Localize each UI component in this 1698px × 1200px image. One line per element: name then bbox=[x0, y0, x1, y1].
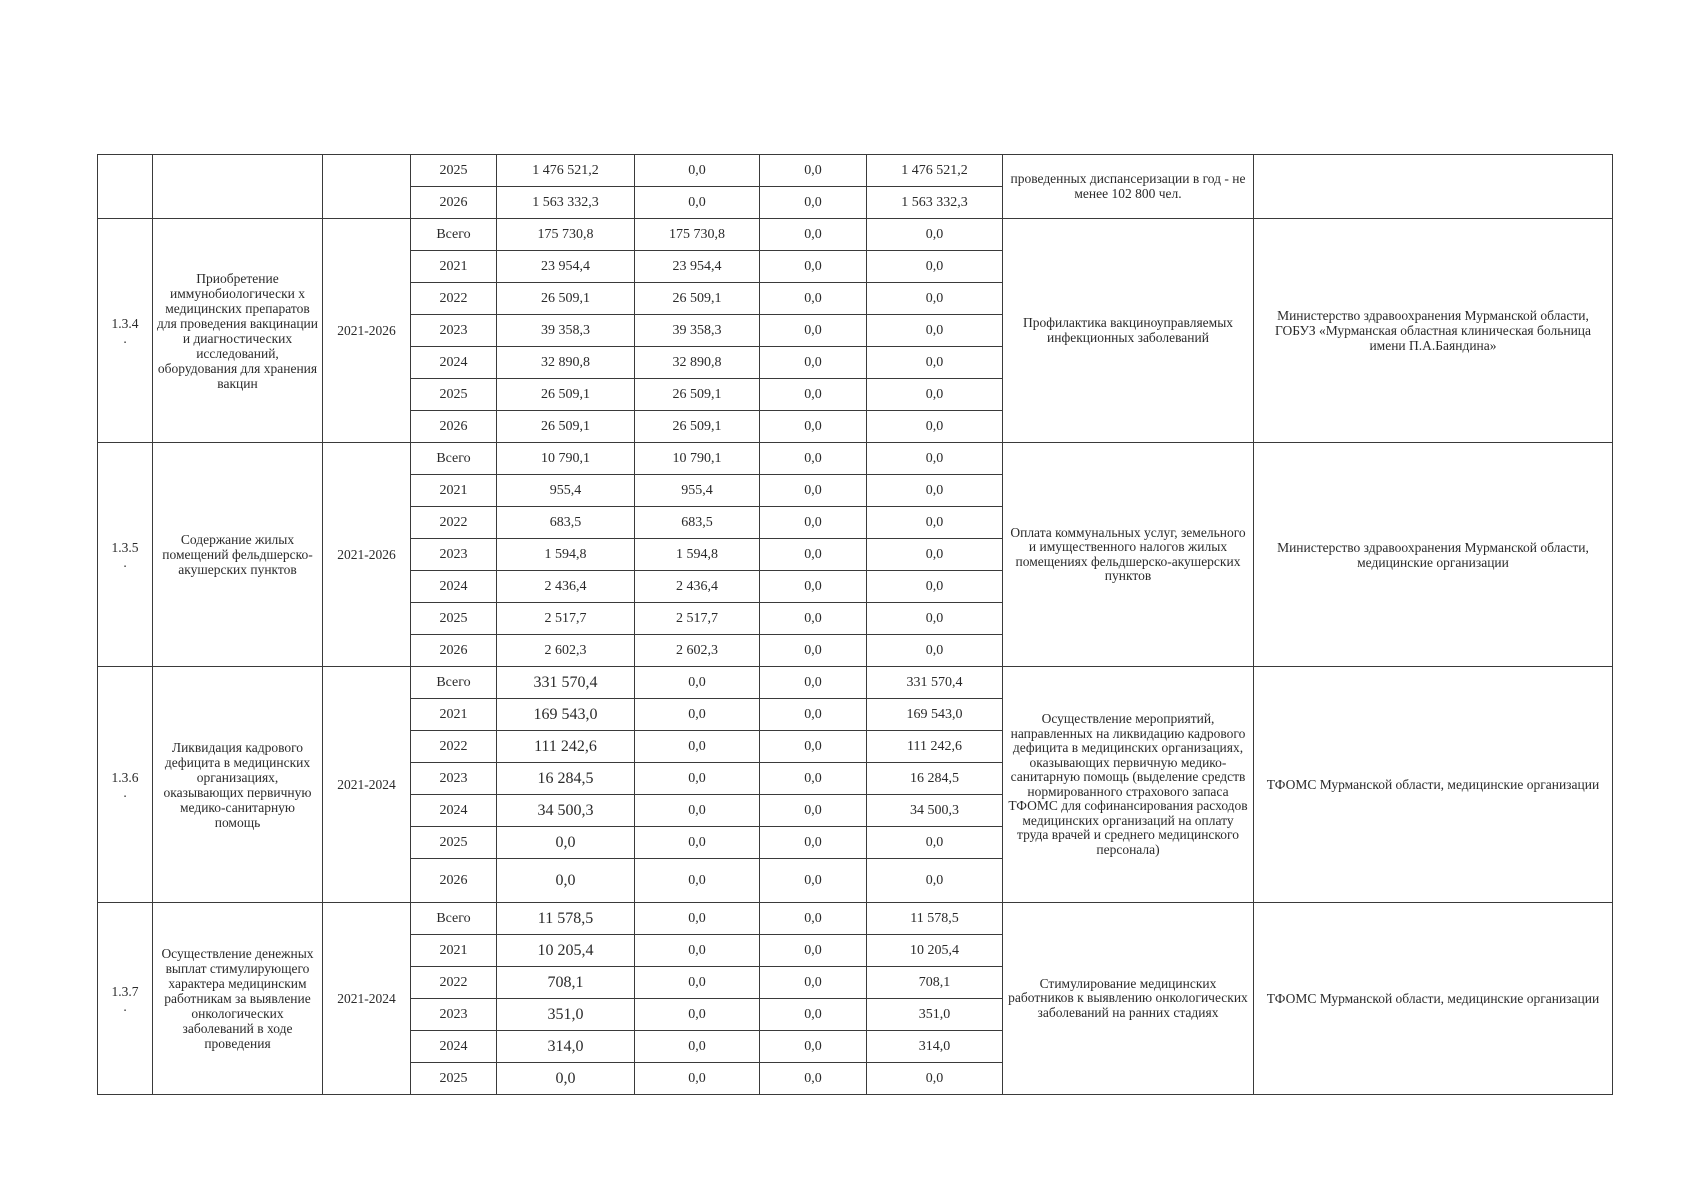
activity-name-cell: Ликвидация кадрового дефицита в медицинских организациях, оказывающих первичную медико-санитарную помощь bbox=[153, 667, 323, 903]
federal-budget-cell: 23 954,4 bbox=[635, 251, 760, 283]
total-cell: 1 476 521,2 bbox=[497, 155, 635, 187]
result-cell: Стимулирование медицинских работников к выявлению онкологических заболеваний на ранних стадиях bbox=[1003, 903, 1254, 1095]
total-cell: 0,0 bbox=[497, 1063, 635, 1095]
year-cell: 2021 bbox=[411, 935, 497, 967]
number-cell bbox=[98, 667, 153, 903]
total-cell: 23 954,4 bbox=[497, 251, 635, 283]
executor-cell: ТФОМС Мурманской области, медицинские организации bbox=[1254, 667, 1613, 903]
period-cell: 2021-2024 bbox=[323, 903, 411, 1095]
year-cell: 2022 bbox=[411, 283, 497, 315]
other-sources-cell: 0,0 bbox=[867, 827, 1003, 859]
year-cell: 2025 bbox=[411, 1063, 497, 1095]
year-cell: 2022 bbox=[411, 967, 497, 999]
federal-budget-cell: 0,0 bbox=[635, 731, 760, 763]
year-cell: 2026 bbox=[411, 187, 497, 219]
total-cell: 683,5 bbox=[497, 507, 635, 539]
activity-name-cell: Осуществление денежных выплат стимулирующего характера медицинским работникам за выявление онкологических заболеваний в ходе проведения bbox=[153, 903, 323, 1095]
regional-budget-cell: 0,0 bbox=[760, 699, 867, 731]
regional-budget-cell: 0,0 bbox=[760, 315, 867, 347]
period-cell bbox=[323, 155, 411, 219]
regional-budget-cell: 0,0 bbox=[760, 443, 867, 475]
regional-budget-cell: 0,0 bbox=[760, 667, 867, 699]
year-cell: Всего bbox=[411, 667, 497, 699]
activity-name-cell bbox=[153, 155, 323, 219]
total-cell: 111 242,6 bbox=[497, 731, 635, 763]
result-cell: проведенных диспансеризации в год - не менее 102 800 чел. bbox=[1003, 155, 1254, 219]
federal-budget-cell: 0,0 bbox=[635, 699, 760, 731]
regional-budget-cell: 0,0 bbox=[760, 475, 867, 507]
item-number-suffix: . bbox=[123, 784, 127, 800]
federal-budget-cell: 0,0 bbox=[635, 763, 760, 795]
total-cell: 2 517,7 bbox=[497, 603, 635, 635]
federal-budget-cell: 955,4 bbox=[635, 475, 760, 507]
total-cell: 26 509,1 bbox=[497, 411, 635, 443]
result-cell: Профилактика вакциноуправляемых инфекционных заболеваний bbox=[1003, 219, 1254, 443]
regional-budget-cell: 0,0 bbox=[760, 827, 867, 859]
regional-budget-cell: 0,0 bbox=[760, 999, 867, 1031]
federal-budget-cell: 683,5 bbox=[635, 507, 760, 539]
result-cell: Осуществление мероприятий, направленных на ликвидацию кадрового дефицита в медицинских организациях, оказывающих первичную медико-санитарную помощь (выделение средств нормированного страхового запаса ТФОМС для софинансирования расходов медицинских организаций на оплату труда врачей и среднего медицинского персонала) bbox=[1003, 667, 1254, 903]
other-sources-cell: 111 242,6 bbox=[867, 731, 1003, 763]
regional-budget-cell: 0,0 bbox=[760, 967, 867, 999]
other-sources-cell: 0,0 bbox=[867, 347, 1003, 379]
federal-budget-cell: 2 436,4 bbox=[635, 571, 760, 603]
regional-budget-cell: 0,0 bbox=[760, 507, 867, 539]
total-cell: 32 890,8 bbox=[497, 347, 635, 379]
other-sources-cell: 11 578,5 bbox=[867, 903, 1003, 935]
federal-budget-cell: 39 358,3 bbox=[635, 315, 760, 347]
federal-budget-cell: 0,0 bbox=[635, 1063, 760, 1095]
federal-budget-cell: 2 517,7 bbox=[635, 603, 760, 635]
program-table bbox=[97, 154, 1613, 1095]
total-cell: 39 358,3 bbox=[497, 315, 635, 347]
executor-cell: Министерство здравоохранения Мурманской области, медицинские организации bbox=[1254, 443, 1613, 667]
regional-budget-cell: 0,0 bbox=[760, 219, 867, 251]
period-cell: 2021-2024 bbox=[323, 667, 411, 903]
regional-budget-cell: 0,0 bbox=[760, 411, 867, 443]
year-cell: 2023 bbox=[411, 315, 497, 347]
regional-budget-cell: 0,0 bbox=[760, 283, 867, 315]
item-number-suffix: . bbox=[123, 554, 127, 570]
total-cell: 169 543,0 bbox=[497, 699, 635, 731]
other-sources-cell: 0,0 bbox=[867, 315, 1003, 347]
item-number-suffix: . bbox=[123, 998, 127, 1014]
year-cell: 2025 bbox=[411, 155, 497, 187]
table-row bbox=[98, 155, 1613, 187]
other-sources-cell: 0,0 bbox=[867, 379, 1003, 411]
federal-budget-cell: 0,0 bbox=[635, 1031, 760, 1063]
year-cell: 2025 bbox=[411, 379, 497, 411]
regional-budget-cell: 0,0 bbox=[760, 539, 867, 571]
regional-budget-cell: 0,0 bbox=[760, 603, 867, 635]
year-cell: 2021 bbox=[411, 475, 497, 507]
item-number: 1.3.6 bbox=[111, 769, 139, 785]
total-cell: 2 436,4 bbox=[497, 571, 635, 603]
other-sources-cell: 0,0 bbox=[867, 219, 1003, 251]
table-row bbox=[98, 903, 1613, 935]
regional-budget-cell: 0,0 bbox=[760, 795, 867, 827]
federal-budget-cell: 0,0 bbox=[635, 667, 760, 699]
federal-budget-cell: 26 509,1 bbox=[635, 379, 760, 411]
other-sources-cell: 0,0 bbox=[867, 571, 1003, 603]
period-cell: 2021-2026 bbox=[323, 219, 411, 443]
total-cell: 11 578,5 bbox=[497, 903, 635, 935]
number-cell bbox=[98, 443, 153, 667]
number-cell bbox=[98, 155, 153, 219]
year-cell: 2022 bbox=[411, 507, 497, 539]
federal-budget-cell: 0,0 bbox=[635, 187, 760, 219]
year-cell: 2021 bbox=[411, 699, 497, 731]
federal-budget-cell: 0,0 bbox=[635, 155, 760, 187]
federal-budget-cell: 26 509,1 bbox=[635, 283, 760, 315]
other-sources-cell: 0,0 bbox=[867, 859, 1003, 903]
executor-cell: ТФОМС Мурманской области, медицинские организации bbox=[1254, 903, 1613, 1095]
item-number: 1.3.7 bbox=[111, 983, 139, 999]
item-number: 1.3.5 bbox=[111, 539, 139, 555]
year-cell: 2023 bbox=[411, 999, 497, 1031]
regional-budget-cell: 0,0 bbox=[760, 635, 867, 667]
executor-cell: Министерство здравоохранения Мурманской области, ГОБУЗ «Мурманская областная клиническая больница имени П.А.Баяндина» bbox=[1254, 219, 1613, 443]
federal-budget-cell: 2 602,3 bbox=[635, 635, 760, 667]
year-cell: 2024 bbox=[411, 347, 497, 379]
other-sources-cell: 0,0 bbox=[867, 283, 1003, 315]
other-sources-cell: 0,0 bbox=[867, 1063, 1003, 1095]
year-cell: 2022 bbox=[411, 731, 497, 763]
regional-budget-cell: 0,0 bbox=[760, 859, 867, 903]
other-sources-cell: 0,0 bbox=[867, 507, 1003, 539]
year-cell: 2024 bbox=[411, 571, 497, 603]
total-cell: 314,0 bbox=[497, 1031, 635, 1063]
total-cell: 955,4 bbox=[497, 475, 635, 507]
year-cell: 2024 bbox=[411, 1031, 497, 1063]
year-cell: 2021 bbox=[411, 251, 497, 283]
other-sources-cell: 0,0 bbox=[867, 411, 1003, 443]
year-cell: 2025 bbox=[411, 827, 497, 859]
result-cell: Оплата коммунальных услуг, земельного и имущественного налогов жилых помещениях фельдшерско-акушерских пунктов bbox=[1003, 443, 1254, 667]
other-sources-cell: 0,0 bbox=[867, 603, 1003, 635]
total-cell: 351,0 bbox=[497, 999, 635, 1031]
regional-budget-cell: 0,0 bbox=[760, 731, 867, 763]
federal-budget-cell: 0,0 bbox=[635, 859, 760, 903]
other-sources-cell: 0,0 bbox=[867, 635, 1003, 667]
other-sources-cell: 34 500,3 bbox=[867, 795, 1003, 827]
federal-budget-cell: 0,0 bbox=[635, 795, 760, 827]
total-cell: 34 500,3 bbox=[497, 795, 635, 827]
federal-budget-cell: 0,0 bbox=[635, 827, 760, 859]
other-sources-cell: 708,1 bbox=[867, 967, 1003, 999]
table-row bbox=[98, 443, 1613, 475]
year-cell: 2024 bbox=[411, 795, 497, 827]
federal-budget-cell: 175 730,8 bbox=[635, 219, 760, 251]
federal-budget-cell: 0,0 bbox=[635, 903, 760, 935]
regional-budget-cell: 0,0 bbox=[760, 763, 867, 795]
other-sources-cell: 0,0 bbox=[867, 475, 1003, 507]
regional-budget-cell: 0,0 bbox=[760, 187, 867, 219]
regional-budget-cell: 0,0 bbox=[760, 155, 867, 187]
total-cell: 2 602,3 bbox=[497, 635, 635, 667]
period-cell: 2021-2026 bbox=[323, 443, 411, 667]
total-cell: 0,0 bbox=[497, 859, 635, 903]
regional-budget-cell: 0,0 bbox=[760, 379, 867, 411]
item-number-suffix: . bbox=[123, 330, 127, 346]
regional-budget-cell: 0,0 bbox=[760, 903, 867, 935]
year-cell: 2026 bbox=[411, 411, 497, 443]
regional-budget-cell: 0,0 bbox=[760, 347, 867, 379]
total-cell: 16 284,5 bbox=[497, 763, 635, 795]
total-cell: 331 570,4 bbox=[497, 667, 635, 699]
federal-budget-cell: 0,0 bbox=[635, 999, 760, 1031]
federal-budget-cell: 0,0 bbox=[635, 935, 760, 967]
other-sources-cell: 10 205,4 bbox=[867, 935, 1003, 967]
other-sources-cell: 314,0 bbox=[867, 1031, 1003, 1063]
other-sources-cell: 0,0 bbox=[867, 251, 1003, 283]
year-cell: Всего bbox=[411, 219, 497, 251]
table-row bbox=[98, 219, 1613, 251]
year-cell: 2023 bbox=[411, 539, 497, 571]
federal-budget-cell: 10 790,1 bbox=[635, 443, 760, 475]
total-cell: 175 730,8 bbox=[497, 219, 635, 251]
total-cell: 1 563 332,3 bbox=[497, 187, 635, 219]
number-cell bbox=[98, 219, 153, 443]
regional-budget-cell: 0,0 bbox=[760, 1063, 867, 1095]
year-cell: 2023 bbox=[411, 763, 497, 795]
other-sources-cell: 0,0 bbox=[867, 443, 1003, 475]
federal-budget-cell: 26 509,1 bbox=[635, 411, 760, 443]
other-sources-cell: 331 570,4 bbox=[867, 667, 1003, 699]
total-cell: 1 594,8 bbox=[497, 539, 635, 571]
regional-budget-cell: 0,0 bbox=[760, 935, 867, 967]
federal-budget-cell: 0,0 bbox=[635, 967, 760, 999]
total-cell: 26 509,1 bbox=[497, 283, 635, 315]
regional-budget-cell: 0,0 bbox=[760, 251, 867, 283]
year-cell: Всего bbox=[411, 443, 497, 475]
other-sources-cell: 169 543,0 bbox=[867, 699, 1003, 731]
regional-budget-cell: 0,0 bbox=[760, 1031, 867, 1063]
activity-name-cell: Содержание жилых помещений фельдшерско-акушерских пунктов bbox=[153, 443, 323, 667]
total-cell: 708,1 bbox=[497, 967, 635, 999]
year-cell: Всего bbox=[411, 903, 497, 935]
other-sources-cell: 1 476 521,2 bbox=[867, 155, 1003, 187]
year-cell: 2026 bbox=[411, 635, 497, 667]
federal-budget-cell: 32 890,8 bbox=[635, 347, 760, 379]
federal-budget-cell: 1 594,8 bbox=[635, 539, 760, 571]
other-sources-cell: 351,0 bbox=[867, 999, 1003, 1031]
total-cell: 10 790,1 bbox=[497, 443, 635, 475]
other-sources-cell: 16 284,5 bbox=[867, 763, 1003, 795]
total-cell: 10 205,4 bbox=[497, 935, 635, 967]
total-cell: 26 509,1 bbox=[497, 379, 635, 411]
executor-cell bbox=[1254, 155, 1613, 219]
year-cell: 2025 bbox=[411, 603, 497, 635]
other-sources-cell: 0,0 bbox=[867, 539, 1003, 571]
activity-name-cell: Приобретение иммунобиологически х медицинских препаратов для проведения вакцинации и диагностических исследований, оборудования для хранения вакцин bbox=[153, 219, 323, 443]
number-cell bbox=[98, 903, 153, 1095]
table-row bbox=[98, 667, 1613, 699]
item-number: 1.3.4 bbox=[111, 315, 139, 331]
other-sources-cell: 1 563 332,3 bbox=[867, 187, 1003, 219]
regional-budget-cell: 0,0 bbox=[760, 571, 867, 603]
total-cell: 0,0 bbox=[497, 827, 635, 859]
year-cell: 2026 bbox=[411, 859, 497, 903]
